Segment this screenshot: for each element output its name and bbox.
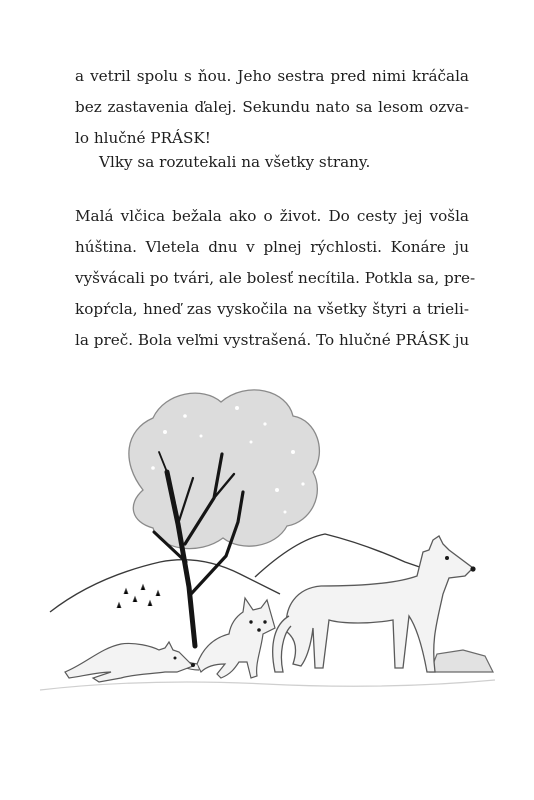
text-line: húština. Vletela dnu v plnej rýchlosti. Konáre ju	[75, 238, 469, 256]
rock	[430, 650, 493, 672]
tree-foliage	[129, 390, 320, 549]
text-line: lo hlučné PRÁSK!	[75, 129, 211, 147]
text-line: vyšvácali po tvári, ale bolesť necítila. Potkla sa, pre-	[75, 269, 476, 287]
text-line: kopŕcla, hneď zas vyskočila na všetky štyri a trieli-	[75, 300, 469, 318]
text-line: Malá vlčica bežala ako o život. Do cesty jej vošla	[75, 207, 469, 225]
grass-marks	[117, 585, 160, 608]
running-wolf	[65, 642, 193, 682]
adult-wolf	[273, 536, 473, 672]
ground-line	[40, 680, 495, 690]
paragraph-wolves-scatter	[75, 147, 469, 178]
text-line: bez zastavenia ďalej. Sekundu nato sa lesom ozva-	[75, 98, 469, 116]
paragraph-continued	[75, 61, 469, 154]
text-line: Vlky sa rozutekali na všetky strany.	[99, 153, 371, 171]
text-line: la preč. Bola veľmi vystrašená. To hlučné PRÁSK ju	[75, 331, 470, 349]
text-line: a vetril spolu s ňou. Jeho sestra pred nimi kráčala	[75, 67, 469, 85]
wolves-forest-illustration	[25, 372, 505, 702]
paragraph-little-she-wolf	[75, 201, 476, 356]
